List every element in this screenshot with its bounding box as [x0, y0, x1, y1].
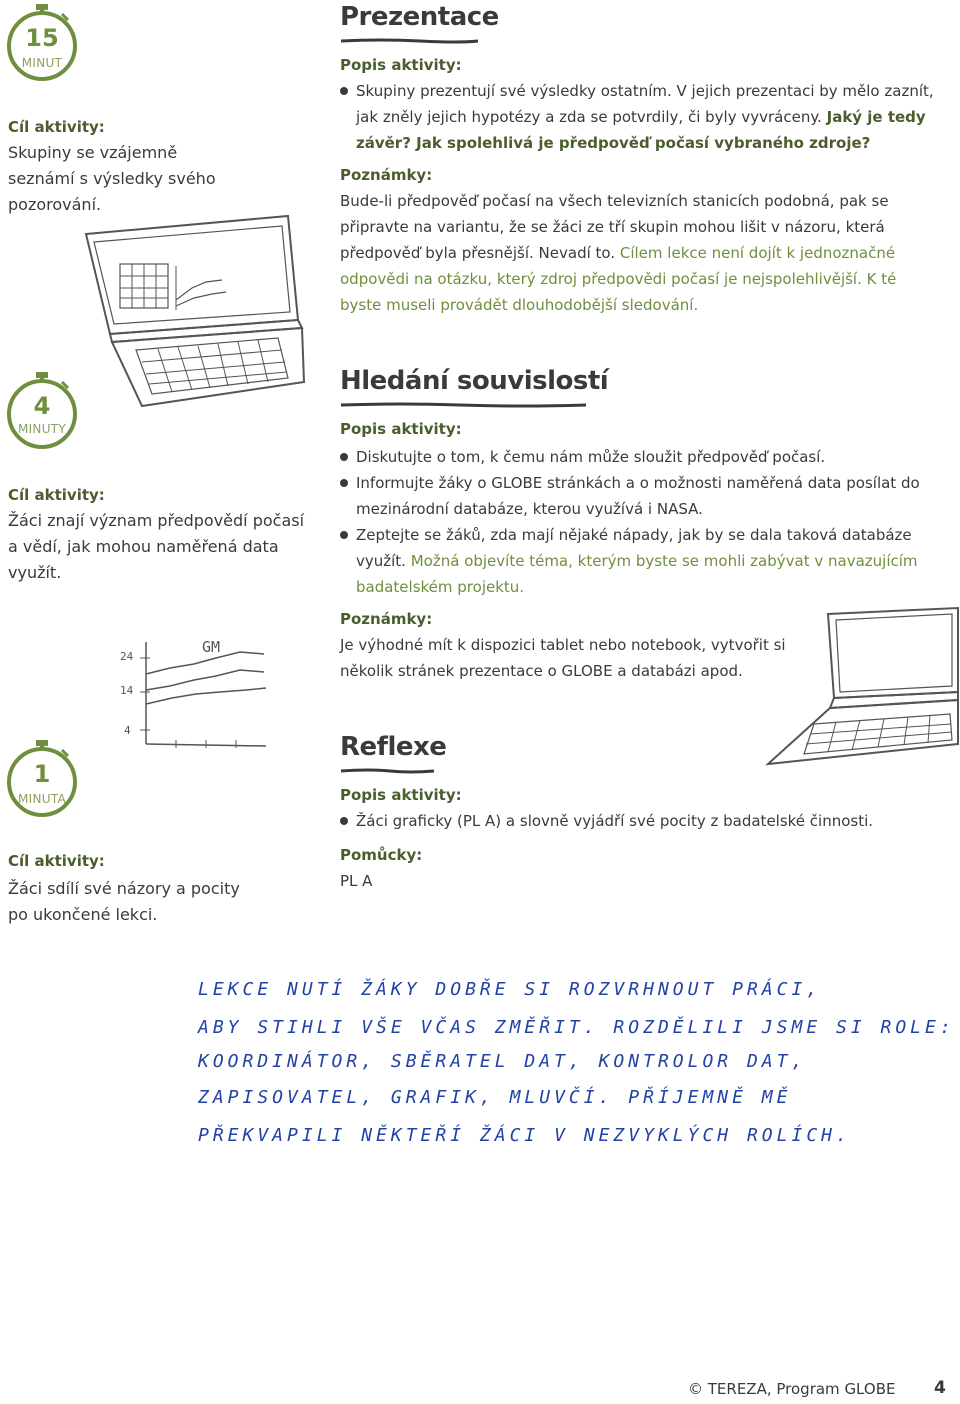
list-item	[340, 78, 940, 156]
chart-sketch-illustration	[116, 634, 276, 764]
timer-number: 15	[25, 24, 59, 52]
activity-list	[340, 444, 930, 600]
list-item: Informujte žáky o GLOBE stránkách a o možnosti naměřená data posílat do mezinárodní databáze, kterou využívá i NASA.	[340, 470, 930, 522]
notes-heading: Poznámky:	[340, 166, 433, 184]
timer-unit: MINUTA	[17, 792, 67, 806]
goal-text: Žáci znají význam předpovědí počasí a vědí, jak mohou naměřená data využít.	[8, 511, 305, 582]
footer-copyright: © TEREZA, Program GLOBE	[688, 1380, 896, 1398]
notes-text: Je výhodné mít k dispozici tablet nebo notebook, vytvořit si několik stránek prezentace o GLOBE a databázi apod.	[340, 636, 786, 680]
chart-sketch-label: GM	[202, 638, 221, 656]
chart-sketch-y-label: 14	[120, 684, 134, 697]
activity-heading: Popis aktivity:	[340, 420, 462, 438]
list-item	[340, 522, 930, 600]
goal-text: Žáci sdílí své názory a pocity po ukončené lekci.	[8, 879, 240, 924]
list-item: Diskutujte o tom, k čemu nám může sloužit předpověď počasí.	[340, 444, 930, 470]
handwritten-line: ZAPISOVATEL, GRAFIK, MLUVČÍ. PŘÍJEMNĚ MĚ	[198, 1087, 792, 1108]
notes-text-a: Bude-li předpověď počasí na všech televizních stanicích podobná, pak se připravte na variantu, že se žáci ze tří skupin mohou lišit v názoru, která předpověď byla přesnější. Nevadí to.	[340, 192, 889, 262]
goal-heading: Cíl aktivity:	[8, 118, 105, 136]
timer-unit: MINUTY	[17, 422, 67, 436]
title-underline	[340, 402, 588, 408]
timer-number: 4	[33, 392, 51, 420]
list-item-text-extra: Možná objevíte téma, kterým byste se mohli zabývat v navazujícím badatelském projektu.	[356, 552, 918, 596]
section-title-prezentace: Prezentace	[340, 2, 499, 32]
laptop-sketch-illustration	[82, 210, 306, 410]
timer-4-minutes	[4, 372, 80, 462]
section-title-reflexe: Reflexe	[340, 732, 447, 762]
chart-sketch-y-label: 24	[120, 650, 134, 663]
goal-text: Skupiny se vzájemně seznámí s výsledky svého pozorování.	[8, 143, 216, 214]
activity-list	[340, 808, 940, 834]
activity-description	[340, 78, 940, 156]
notes-heading: Poznámky:	[340, 610, 433, 628]
title-underline	[340, 38, 480, 44]
activity-heading: Popis aktivity:	[340, 56, 462, 74]
timer-15-minutes	[4, 4, 80, 94]
chart-sketch-y-label: 4	[124, 724, 131, 737]
activity-heading: Popis aktivity:	[340, 786, 462, 804]
activity-question: Jaký je tedy závěr? Jak spolehlivá je předpověď počasí vybraného zdroje?	[356, 108, 926, 152]
notes-text-b: Cílem lekce není dojít k jednoznačné odpovědi na otázku, který zdroj předpovědi počasí je nejspolehlivější. K té byste museli provádět dlouhodobější sledování.	[340, 244, 897, 314]
timer-number: 1	[33, 760, 51, 788]
list-item-text: Zeptejte se žáků, zda mají nějaké nápady, jak by se dala taková databáze využít.	[356, 526, 912, 570]
notes-text	[340, 188, 940, 318]
tools-heading: Pomůcky:	[340, 846, 423, 864]
handwritten-line: KOORDINÁTOR, SBĚRATEL DAT, KONTROLOR DAT,	[198, 1051, 807, 1072]
list-item: Žáci graficky (PL A) a slovně vyjádří své pocity z badatelské činnosti.	[340, 808, 940, 834]
timer-unit: MINUT	[21, 56, 63, 70]
handwritten-line: LEKCE NUTÍ ŽÁKY DOBŘE SI ROZVRHNOUT PRÁCI,	[198, 979, 822, 1000]
laptop-sketch-illustration	[764, 606, 960, 766]
handwritten-line: ABY STIHLI VŠE VČAS ZMĚŘIT. ROZDĚLILI JSME SI ROLE:	[198, 1017, 955, 1038]
section-title-hledani-souvislosti: Hledání souvislostí	[340, 366, 609, 396]
tools-text: PL A	[340, 872, 373, 890]
page-number: 4	[934, 1378, 946, 1398]
title-underline	[340, 768, 436, 774]
handwritten-line: PŘEKVAPILI NĚKTEŘÍ ŽÁCI V NEZVYKLÝCH ROLÍCH.	[198, 1125, 851, 1146]
goal-heading: Cíl aktivity:	[8, 852, 105, 870]
activity-text: Skupiny prezentují své výsledky ostatním. V jejich prezentaci by mělo zaznít, jak zněly jejich hypotézy a zda se potvrdily, či byly vyvráceny.	[356, 82, 934, 126]
goal-heading: Cíl aktivity:	[8, 486, 105, 504]
timer-1-minute	[4, 740, 80, 830]
